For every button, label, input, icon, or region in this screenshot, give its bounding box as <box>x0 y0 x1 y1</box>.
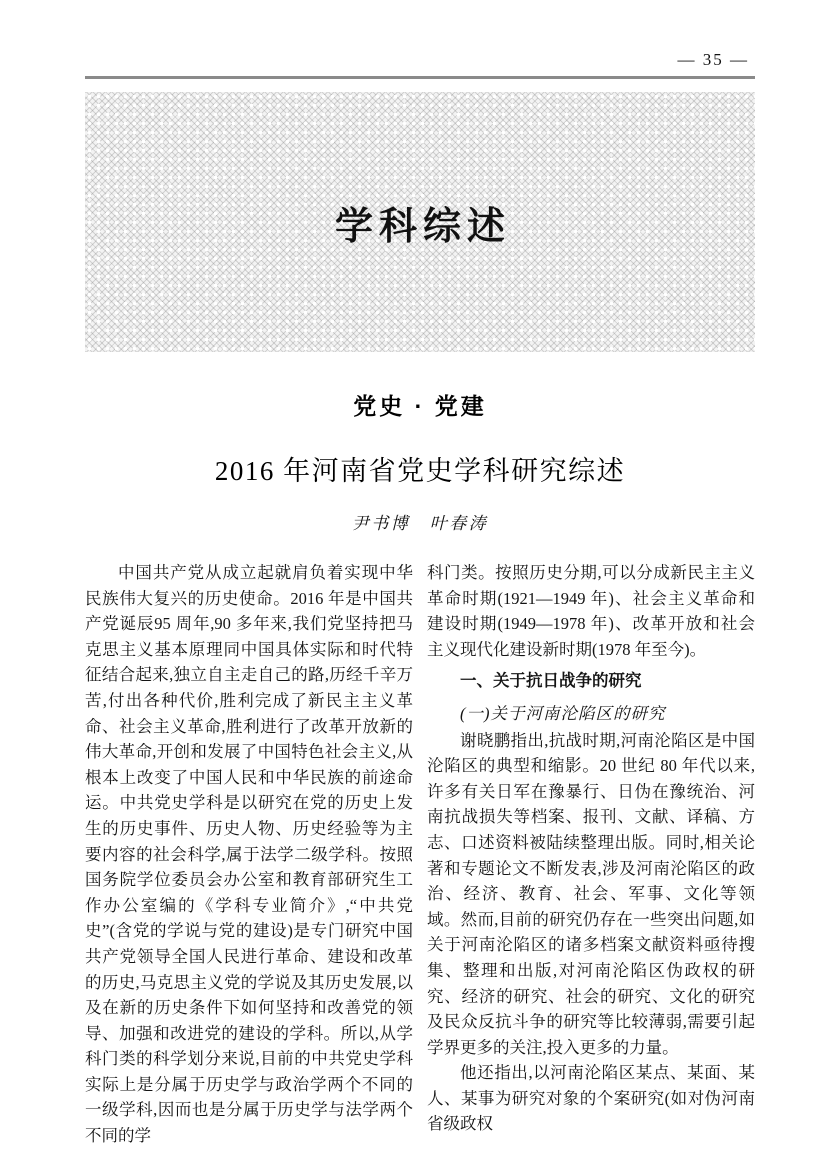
subsection-heading: (一)关于河南沦陷区的研究 <box>460 703 666 723</box>
section-heading: 一、关于抗日战争的研究 <box>460 672 642 691</box>
paragraph-continuation: 科门类。按照历史分期,可以分成新民主主义革命时期(1921—1949 年)、社会主义革命和建设时期(1949—1978 年)、改革开放和社会主义现代化建设新时期(1978 年至今)。 <box>427 563 755 659</box>
section-banner-title: 学科综述 <box>334 205 511 248</box>
article-authors: 尹书博 叶春涛 <box>351 514 489 533</box>
left-column <box>85 560 413 1149</box>
article-title: 2016 年河南省党史学科研究综述 <box>214 456 626 486</box>
paragraph: 中国共产党从成立起就肩负着实现中华民族伟大复兴的历史使命。2016 年是中国共产党诞辰95 周年,90 多年来,我们党坚持把马克思主义基本原理同中国具体实际和时代特征结合起来,独立自主走自己的路,历经千辛万苦,付出各种代价,胜利完成了新民主主义革命、社会主义革命,胜利进行了改革开放新的伟大革命,开创和发展了中国特色社会主义,从根本上改变了中国人民和中华民族的前途命运。中共党史学科是以研究在党的历史上发生的历史事件、历史人物、历史经验等为主要内容的社会科学,属于法学二级学科。按照国务院学位委员会办公室和教育部研究生工作办公室编的《学科专业简介》,“中共党史”(含党的学说与党的建设)是专门研究中国共产党领导全国人民进行革命、建设和改革的历史,马克思主义党的学说及其历史发展,以及在新的历史条件下如何坚持和改善党的领导、加强和改进党的建设的学科。所以,从学科门类的科学划分来说,目前的中共党史学科实际上是分属于历史学与政治学两个不同的一级学科,因而也是分属于历史学与法学两个不同的学 <box>85 563 413 1146</box>
article-category: 党史 · 党建 <box>353 393 487 419</box>
body-columns <box>85 560 755 1149</box>
paragraph: 他还指出,以河南沦陷区某点、某面、某人、某事为研究对象的个案研究(如对伪河南省级政权 <box>427 1063 755 1134</box>
header-rule <box>85 76 755 79</box>
paragraph: 谢晓鹏指出,抗战时期,河南沦陷区是中国沦陷区的典型和缩影。20 世纪 80 年代以来,许多有关日军在豫暴行、日伪在豫统治、河南抗战损失等档案、报刊、文献、译稿、方志、口述资料被陆续整理出版。同时,相关论著和专题论文不断发表,涉及河南沦陷区的政治、经济、教育、社会、军事、文化等领域。然而,目前的研究仍存在一些突出问题,如关于河南沦陷区的诸多档案文献资料亟待搜集、整理和出版,对河南沦陷区伪政权的研究、经济的研究、社会的研究、文化的研究及民众反抗斗争的研究等比较薄弱,需要引起学界更多的关注,投入更多的力量。 <box>427 730 755 1057</box>
right-column <box>427 560 755 1149</box>
section-banner <box>85 92 755 352</box>
journal-page <box>85 0 755 1146</box>
page-number: — 35 — <box>677 50 749 69</box>
